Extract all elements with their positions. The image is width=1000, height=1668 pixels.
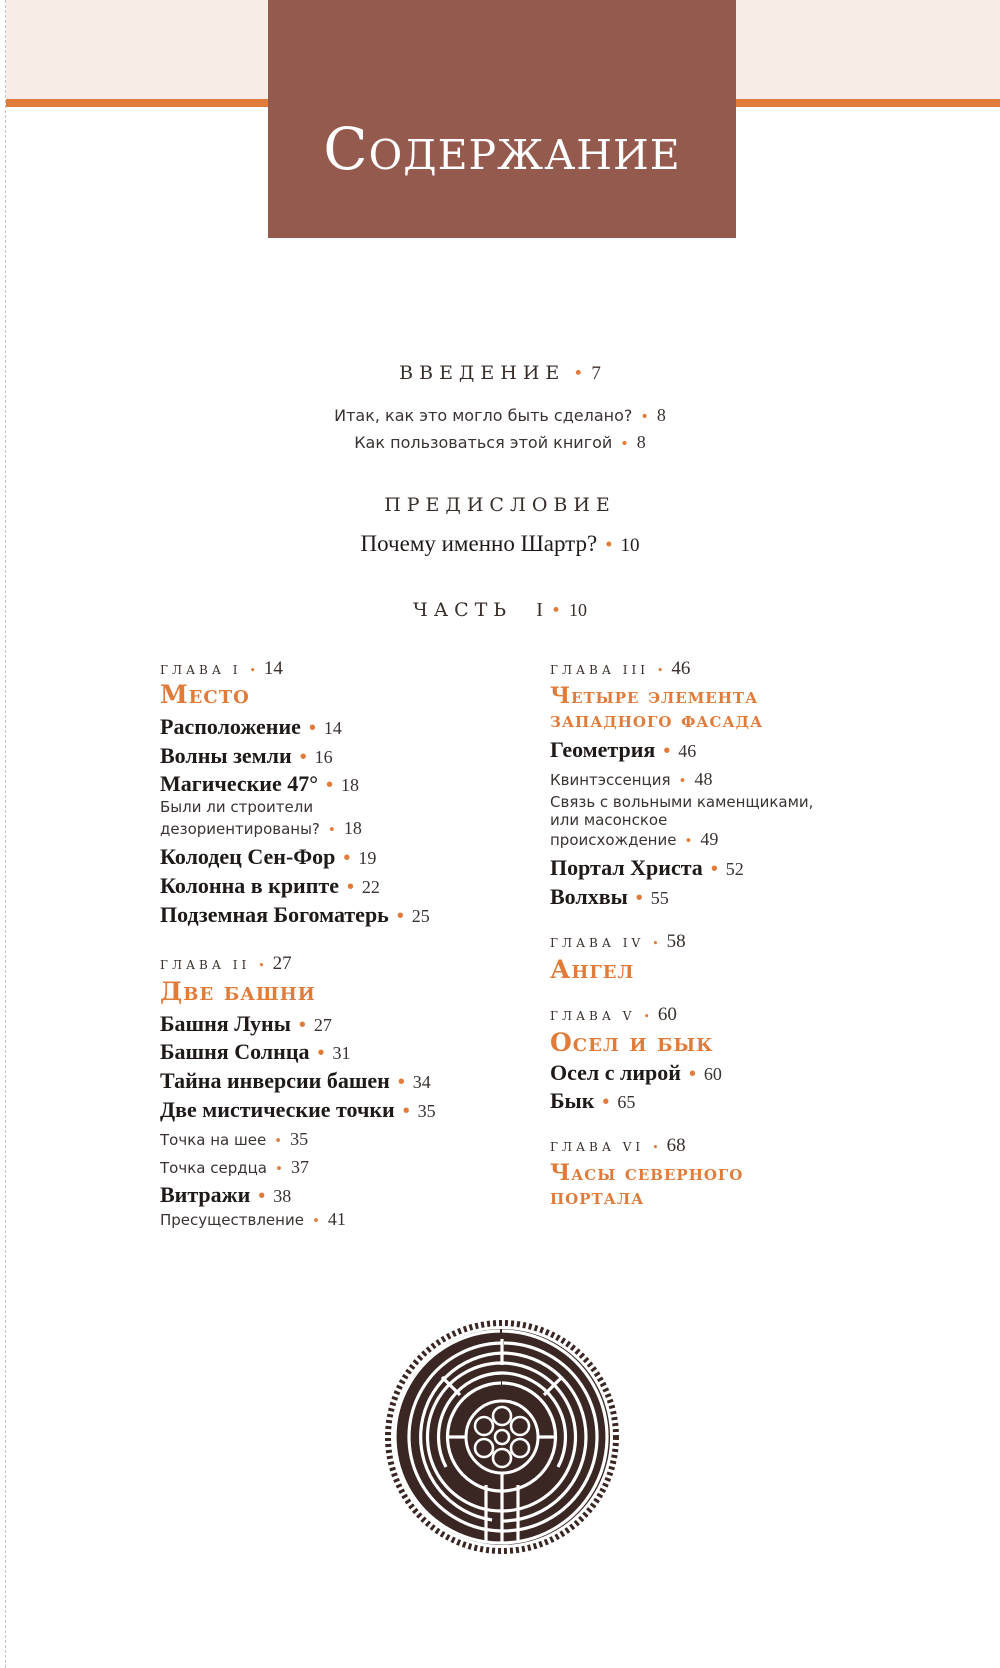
toc-entry-text: Колонна в крипте	[160, 873, 339, 899]
toc-entry-text: Магические 47°	[160, 771, 319, 797]
separator-dot-icon: •	[635, 886, 643, 909]
toc-entry-page: 60	[703, 1063, 722, 1084]
separator-dot-icon: •	[643, 1009, 650, 1023]
separator-dot-icon: •	[640, 409, 649, 425]
separator-dot-icon: •	[298, 1013, 306, 1036]
intro-item-text: Как пользоваться этой книгой	[354, 433, 613, 452]
chapter-title[interactable]: Две башни	[160, 976, 316, 1006]
intro-item[interactable]	[0, 432, 1000, 453]
separator-dot-icon: •	[684, 832, 693, 849]
chapter-page: 14	[263, 658, 283, 679]
toc-entry[interactable]	[160, 713, 520, 741]
separator-dot-icon: •	[346, 876, 354, 899]
toc-entry[interactable]	[160, 742, 520, 770]
toc-entry-page: 48	[694, 769, 713, 790]
toc-entry-text: Башня Луны	[160, 1010, 291, 1036]
separator-dot-icon: •	[652, 1141, 659, 1155]
separator-dot-icon: •	[249, 664, 256, 677]
intro-item-page: 8	[656, 405, 666, 425]
toc-entry-page: 46	[678, 741, 697, 762]
separator-dot-icon: •	[258, 1184, 266, 1207]
toc-entry-text: Пресуществление	[160, 1211, 304, 1230]
toc-entry-page: 14	[323, 718, 342, 738]
chapter-entries	[160, 1010, 520, 1231]
separator-dot-icon: •	[710, 858, 718, 881]
toc-entry-page: 65	[617, 1092, 636, 1113]
toc-entry-text: Тайна инверсии башен	[160, 1068, 390, 1094]
toc-entry-page: 55	[650, 887, 669, 908]
chapter-page: 27	[272, 952, 292, 974]
toc-entry[interactable]	[550, 883, 840, 911]
separator-dot-icon: •	[396, 904, 404, 927]
chapter-label	[550, 658, 840, 680]
chapter-page: 46	[671, 658, 691, 679]
toc-entry-text: Колодец Сен-Фор	[160, 844, 336, 870]
toc-entry[interactable]	[550, 1059, 840, 1087]
toc-entry[interactable]	[160, 1010, 520, 1038]
chapter-title[interactable]: Четыре элемента западного фасада	[550, 683, 764, 734]
toc-entry-page: 19	[358, 848, 377, 869]
left-column	[160, 658, 520, 1231]
intro-item[interactable]	[0, 405, 1000, 426]
separator-dot-icon: •	[343, 847, 351, 870]
chartres-labyrinth-icon	[382, 1317, 622, 1557]
part-heading	[0, 599, 1000, 622]
toc-entry-text: Две мистические точки	[160, 1096, 395, 1122]
separator-dot-icon: •	[657, 664, 664, 677]
toc-entry-page: 27	[313, 1014, 332, 1035]
separator-dot-icon: •	[678, 773, 687, 790]
separator-dot-icon: •	[550, 601, 561, 621]
separator-dot-icon: •	[274, 1132, 283, 1149]
toc-entry-page: 35	[290, 1128, 309, 1149]
chapter-label-text: ГЛАВА V	[550, 1008, 636, 1023]
toc-entry-text: Бык	[550, 1088, 595, 1114]
separator-dot-icon: •	[308, 717, 316, 739]
separator-dot-icon: •	[605, 534, 613, 556]
toc-entry[interactable]	[550, 854, 840, 882]
toc-entry-text: Точка на шее	[160, 1130, 267, 1149]
toc-entry-page: 49	[700, 828, 719, 849]
toc-entry-text: Подземная Богоматерь	[160, 901, 389, 927]
toc-entry-text: Связь с вольными каменщиками, или масонское происхождение	[550, 792, 814, 849]
toc-entry-page: 34	[412, 1072, 431, 1093]
separator-dot-icon: •	[663, 740, 671, 763]
chapter-title[interactable]: Ангел	[550, 954, 635, 984]
toc-entry[interactable]	[160, 1128, 520, 1151]
separator-dot-icon: •	[602, 1091, 610, 1114]
toc-entry-text: Точка сердца	[160, 1159, 267, 1178]
intro-page: 7	[591, 363, 601, 384]
chapter-title[interactable]: Осел и бык	[550, 1027, 714, 1057]
right-column	[550, 658, 840, 1210]
toc-entry[interactable]	[160, 798, 410, 839]
chapter-label-text: ГЛАВА II	[160, 957, 251, 972]
preface-heading-label: ПРЕДИСЛОВИЕ	[384, 494, 616, 516]
page-title: Содержание	[323, 115, 681, 183]
toc-entry-text: Геометрия	[550, 737, 656, 763]
intro-item-text: Итак, как это могло быть сделано?	[334, 406, 633, 425]
separator-dot-icon: •	[317, 1042, 325, 1065]
toc-entry[interactable]	[160, 872, 520, 900]
preface-item-text: Почему именно Шартр?	[360, 531, 598, 556]
chapter-label	[550, 1135, 840, 1157]
toc-entry-page: 31	[332, 1043, 351, 1064]
chapter-label	[160, 953, 520, 975]
separator-dot-icon: •	[652, 936, 659, 950]
toc-entry[interactable]	[160, 1067, 520, 1095]
toc-entry-text: Квинтэссенция	[550, 771, 671, 790]
intro-heading	[0, 362, 1000, 385]
toc-entry-page: 25	[411, 905, 430, 926]
toc-entry[interactable]	[160, 1181, 520, 1209]
separator-dot-icon: •	[275, 1161, 283, 1178]
toc-entry[interactable]	[160, 1096, 520, 1124]
separator-dot-icon: •	[688, 1062, 696, 1085]
toc-entry-page: 18	[343, 817, 362, 838]
chapter-page: 68	[666, 1135, 686, 1157]
toc-entry-page: 38	[273, 1185, 292, 1206]
toc-entry-page: 41	[327, 1209, 346, 1230]
intro-item-page: 8	[636, 432, 646, 452]
toc-entry[interactable]	[550, 768, 840, 791]
toc-entry[interactable]	[550, 1087, 840, 1115]
separator-dot-icon: •	[397, 1071, 405, 1094]
preface-heading	[0, 494, 1000, 516]
toc-entry-text: Волны земли	[160, 742, 292, 768]
toc-entry[interactable]	[160, 901, 520, 929]
separator-dot-icon: •	[327, 821, 336, 838]
separator-dot-icon: •	[620, 436, 629, 452]
intro-heading-label: ВВЕДЕНИЕ	[399, 362, 566, 384]
chapter-title[interactable]: Часы северного портала	[550, 1160, 744, 1211]
toc-entry-text: Были ли строители дезориентированы?	[160, 798, 320, 838]
toc-entry[interactable]	[550, 736, 840, 764]
chapter-page: 60	[657, 1003, 677, 1025]
toc-entry-page: 52	[725, 859, 744, 880]
toc-entry[interactable]	[160, 1208, 520, 1231]
chapter-label-text: ГЛАВА I	[160, 663, 242, 677]
separator-dot-icon: •	[573, 364, 584, 384]
toc-entry-page: 16	[314, 746, 333, 767]
separator-dot-icon: •	[299, 745, 307, 768]
chapter-label-text: ГЛАВА IV	[550, 935, 645, 950]
chapter-label-text: ГЛАВА III	[550, 663, 649, 677]
separator-dot-icon: •	[258, 958, 265, 972]
toc-entry-text: Башня Солнца	[160, 1039, 310, 1065]
part-page: 10	[568, 600, 587, 620]
toc-entry[interactable]	[160, 1038, 520, 1066]
chapter-entries	[160, 713, 520, 929]
chapter-label-text: ГЛАВА VI	[550, 1140, 645, 1155]
chapter-title[interactable]: Место	[160, 680, 250, 709]
toc-entry[interactable]	[160, 770, 520, 798]
toc-entry[interactable]	[550, 793, 820, 851]
chapter-page: 58	[666, 930, 686, 952]
title-box	[268, 0, 736, 238]
chapter-entries	[550, 1059, 840, 1115]
part-numeral: I	[536, 599, 543, 621]
part-heading-label: ЧАСТЬ	[413, 599, 513, 621]
page-edge	[0, 0, 6, 1668]
separator-dot-icon: •	[402, 1099, 410, 1122]
toc-entry-text: Витражи	[160, 1181, 251, 1207]
toc-entry-text: Осел с лирой	[550, 1059, 681, 1085]
toc-entry[interactable]	[160, 1156, 520, 1179]
toc-entry-text: Расположение	[160, 714, 301, 739]
separator-dot-icon: •	[326, 774, 333, 797]
preface-item[interactable]	[0, 531, 1000, 557]
toc-entry-page: 37	[290, 1157, 309, 1178]
preface-item-page: 10	[620, 535, 640, 556]
toc-entry-page: 22	[361, 877, 380, 898]
chapter-entries	[550, 736, 840, 910]
toc-entry-text: Портал Христа	[550, 855, 703, 881]
toc-entry-page: 18	[341, 775, 359, 796]
toc-entry[interactable]	[160, 843, 520, 871]
chapter-label	[160, 658, 520, 680]
separator-dot-icon: •	[311, 1213, 320, 1230]
chapter-label	[550, 931, 840, 953]
toc-entry-text: Волхвы	[550, 883, 628, 909]
chapter-label	[550, 1004, 840, 1026]
toc-entry-page: 35	[417, 1100, 436, 1121]
